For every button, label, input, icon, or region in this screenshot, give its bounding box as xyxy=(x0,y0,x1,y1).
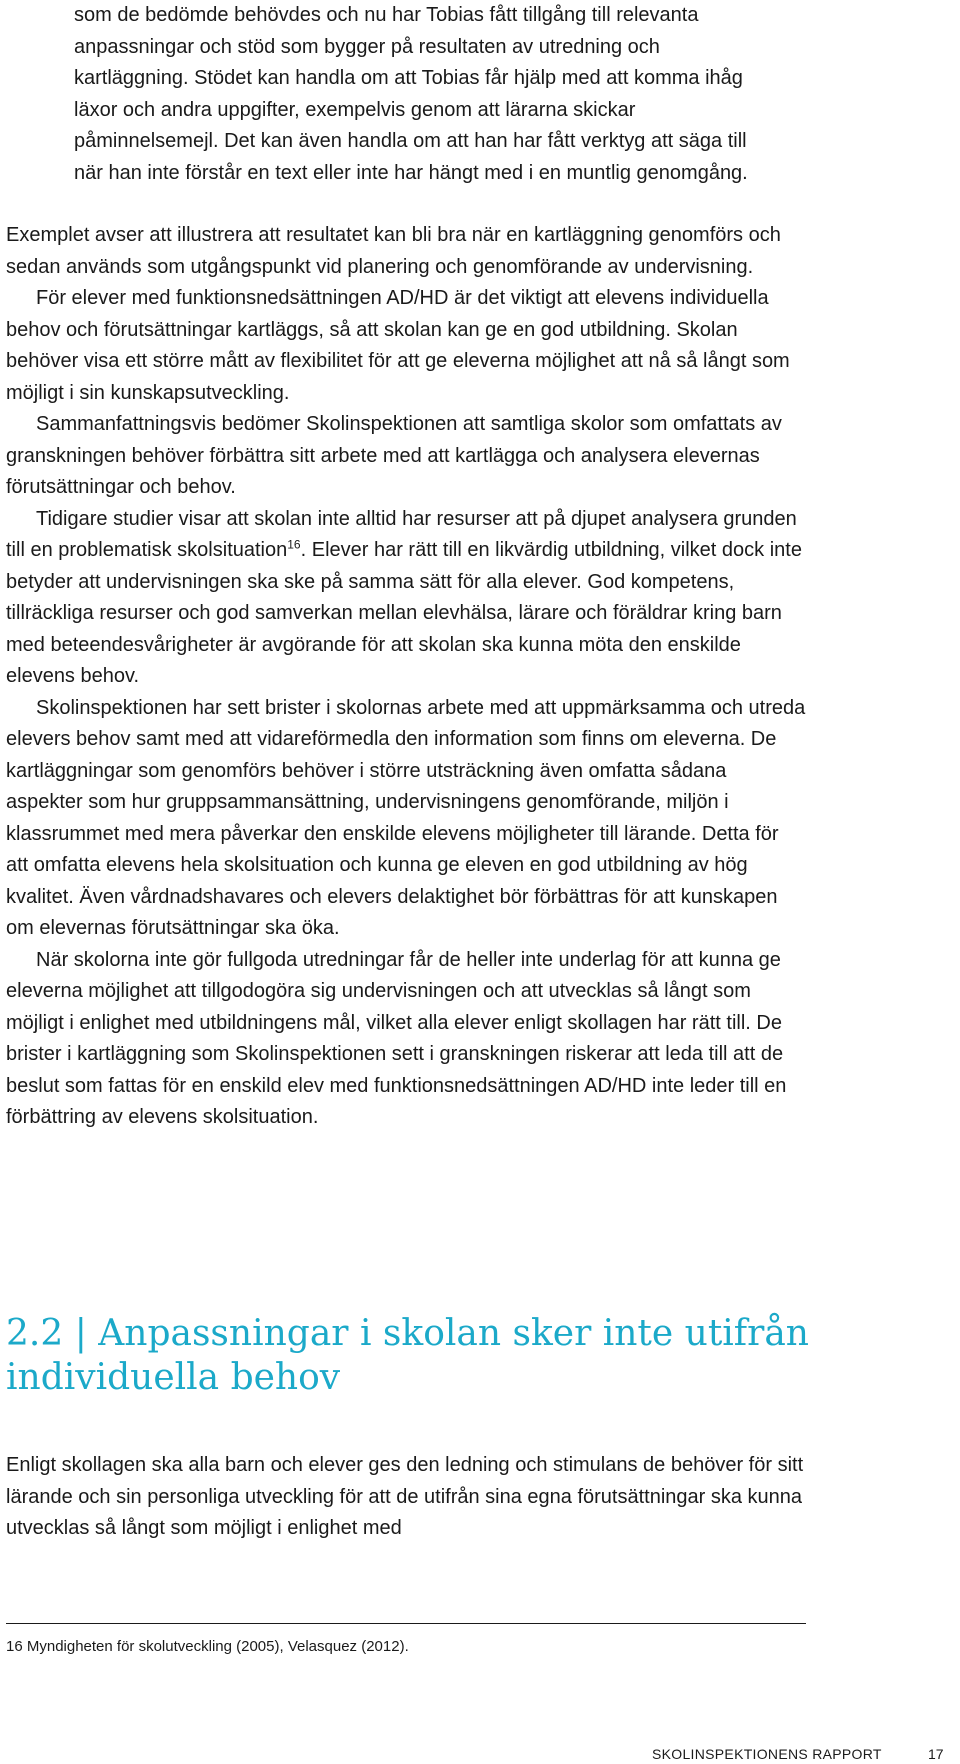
page-number: 17 xyxy=(928,1746,944,1762)
section-heading: 2.2 | Anpassningar i skolan sker inte utifrån individuella behov xyxy=(6,1313,809,1398)
footnote: 16 Myndigheten för skolutveckling (2005), Velasquez (2012). xyxy=(6,1638,409,1655)
paragraph-6: När skolorna inte gör fullgoda utredningar får de heller inte underlag för att kunna ge eleverna möjlighet att tillgodogöra sig undervisningen och att utvecklas så långt som möjligt i enlighet med utbildningens mål, vilket alla elever enligt skollagen har rätt till. De brister i kartläggning som Skolinspektionen sett i granskningen riskerar att leda till att de beslut som fattas för en enskild elev med funktionsnedsättningen AD/HD inte leder till en förbättring av elevens skolsituation. xyxy=(6,948,787,1128)
body-text xyxy=(6,220,806,1134)
paragraph-5: Skolinspektionen har sett brister i skolornas arbete med att uppmärksamma och utreda elevers behov samt med att vidareförmedla den information som finns om eleverna. De kartläggningar som genomförs behöver i större utsträckning även omfatta sådana aspekter som hur gruppsammansättning, undervisningens genomförande, miljön i klassrummet med mera påverkar den enskilde elevens möjligheter till lärande. Detta för att omfatta elevens hela skolsituation och kunna ge eleven en god utbildning av hög kvalitet. Även vårdnadshavares och elevers delaktighet bör förbättras för att kunskapen om elevernas förutsättningar ska öka. xyxy=(6,696,806,939)
paragraph-3: Sammanfattningsvis bedömer Skolinspektionen att samtliga skolor som omfattats av granskningen behöver förbättra sitt arbete med att kartlägga och analysera elevernas förutsättningar och behov. xyxy=(6,413,782,498)
paragraph-4-text-b: . Elever har rätt till en likvärdig utbildning, vilket dock inte betyder att undervisningen ska ske på samma sätt för alla elever. God kompetens, tillräckliga resurser och god samverkan mellan elevhälsa, lärare och föräldrar kring barn med beteendesvårigheter är avgörande för att skolan ska kunna möta den enskilde elevens behov. xyxy=(6,539,802,687)
paragraph-4 xyxy=(6,504,806,693)
footnote-divider xyxy=(6,1623,806,1624)
paragraph-4-text-a: Tidigare studier visar att skolan inte alltid har resurser att på djupet analysera grunden till en problematisk skolsituation xyxy=(6,507,797,561)
footer-report-label: SKOLINSPEKTIONENS RAPPORT xyxy=(652,1746,882,1762)
section-paragraph: Enligt skollagen ska alla barn och elever ges den ledning och stimulans de behöver för sitt lärande och sin personliga utveckling för att de utifrån sina egna förutsättningar ska kunna utvecklas så långt som möjligt i enlighet med xyxy=(6,1454,804,1539)
paragraph-2: För elever med funktionsnedsättningen AD/HD är det viktigt att elevens individuella behov och förutsättningar kartläggs, så att skolan kan ge en god utbildning. Skolan behöver visa ett större mått av flexibilitet för att ge eleverna möjlighet att nå så långt som möjligt i sin kunskapsutveckling. xyxy=(6,287,790,404)
case-example-text xyxy=(74,0,774,189)
case-example-paragraph: som de bedömde behövdes och nu har Tobias fått tillgång till relevanta anpassningar och stöd som bygger på resultaten av utredning och kartläggning. Stödet kan handla om att Tobias får hjälp med att komma ihåg läxor och andra uppgifter, exempelvis genom att lärarna skickar påminnelsemejl. Det kan även handla om att han har fått verktyg att säga till när han inte förstår en text eller inte har hängt med i en muntlig genomgång. xyxy=(74,4,748,184)
footnote-ref-16[interactable]: 16 xyxy=(287,537,301,552)
section-body xyxy=(6,1450,806,1545)
paragraph-1: Exemplet avser att illustrera att resultatet kan bli bra när en kartläggning genomförs och sedan används som utgångspunkt vid planering och genomförande av undervisning. xyxy=(6,224,781,278)
